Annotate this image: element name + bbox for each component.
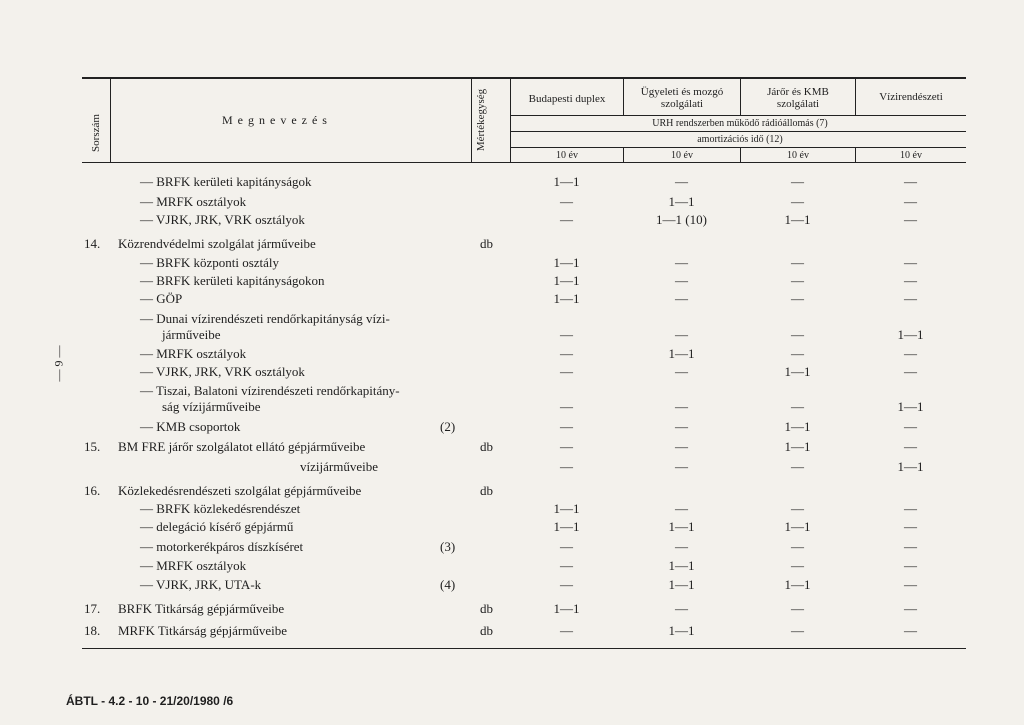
cell-v4: — — [904, 255, 917, 270]
header-subrule-1 — [510, 115, 966, 116]
header-ev-2: 10 év — [671, 150, 693, 161]
cell-v4: — — [904, 194, 917, 209]
row-name: — VJRK, JRK, VRK osztályok — [140, 364, 305, 379]
cell-v4: — — [904, 539, 917, 554]
cell-v4: 1—1 — [897, 327, 924, 342]
row-unit: db — [480, 601, 493, 616]
row-name: — BRFK kerületi kapitányságokon — [140, 273, 325, 288]
cell-v1: 1—1 — [553, 255, 580, 270]
cell-v1: — — [560, 419, 573, 434]
cell-v2: — — [675, 327, 688, 342]
row-name: BM FRE járőr szolgálatot ellátó gépjárműveibe — [118, 439, 366, 454]
header-divider-2 — [471, 78, 472, 163]
cell-v4: — — [904, 623, 917, 638]
row-name: ság vízijárműveibe — [162, 399, 261, 414]
cell-v2: — — [675, 459, 688, 474]
cell-v2: 1—1 — [668, 346, 695, 361]
cell-v3: — — [791, 174, 804, 189]
archive-reference: ÁBTL - 4.2 - 10 - 21/20/1980 /6 — [66, 694, 234, 708]
cell-v3: — — [791, 327, 804, 342]
header-urh: URH rendszerben működő rádióállomás (7) — [652, 118, 828, 129]
row-name: — BRFK közlekedésrendészet — [140, 501, 301, 516]
header-ev-1: 10 év — [556, 150, 578, 161]
row-number: 15. — [84, 439, 101, 454]
cell-v1: 1—1 — [553, 273, 580, 288]
row-name: — VJRK, JRK, VRK osztályok — [140, 212, 305, 227]
cell-v1: — — [560, 327, 573, 342]
row-name: vízijárműveibe — [300, 459, 378, 474]
row-name: — MRFK osztályok — [140, 346, 247, 361]
cell-v2: 1—1 — [668, 558, 695, 573]
row-unit: db — [480, 236, 493, 251]
header-mertekegyseg: Mértékegység — [475, 88, 487, 152]
cell-v2: — — [675, 291, 688, 306]
row-name: — Tiszai, Balatoni vízirendészeti rendőrkapitány- — [140, 383, 400, 398]
row-name: — VJRK, JRK, UTA-k — [140, 577, 262, 592]
row-name: BRFK Titkárság gépjárműveibe — [118, 601, 285, 616]
cell-v4: — — [904, 558, 917, 573]
header-jaror-line1: Járőr és KMB — [767, 86, 829, 98]
cell-v4: — — [904, 501, 917, 516]
cell-v1: — — [560, 558, 573, 573]
row-note: (2) — [440, 419, 456, 434]
row-number: 17. — [84, 601, 101, 616]
cell-v3: 1—1 — [784, 364, 811, 379]
cell-v2: — — [675, 364, 688, 379]
row-unit: db — [480, 439, 493, 454]
header-ugyeleti-line1: Ügyeleti és mozgó — [640, 86, 724, 98]
header-subrule-3 — [510, 147, 966, 148]
cell-v4: 1—1 — [897, 399, 924, 414]
cell-v1: 1—1 — [553, 601, 580, 616]
cell-v4: — — [904, 212, 917, 227]
side-page-number: — 9 — — [51, 345, 66, 382]
cell-v3: — — [791, 291, 804, 306]
row-name: Közlekedésrendészeti szolgálat gépjárműveibe — [118, 483, 362, 498]
cell-v3: 1—1 — [784, 577, 811, 592]
row-name: — BRFK kerületi kapitányságok — [140, 174, 312, 189]
header-amortizacios: amortizációs idő (12) — [697, 134, 783, 145]
cell-v4: — — [904, 439, 917, 454]
cell-v2: — — [675, 419, 688, 434]
cell-v4: 1—1 — [897, 459, 924, 474]
header-ugyeleti-line2: szolgálati — [660, 98, 704, 110]
bottom-rule — [82, 648, 966, 649]
row-number: 14. — [84, 236, 101, 251]
cell-v2: — — [675, 399, 688, 414]
cell-v3: 1—1 — [784, 212, 811, 227]
row-name: — BRFK központi osztály — [140, 255, 280, 270]
cell-v1: 1—1 — [553, 174, 580, 189]
cell-v4: — — [904, 364, 917, 379]
cell-v4: — — [904, 601, 917, 616]
cell-v2: 1—1 — [668, 519, 695, 534]
cell-v3: — — [791, 623, 804, 638]
cell-v2: 1—1 (10) — [656, 212, 707, 227]
header-sorszam: Sorszám — [90, 114, 102, 152]
header-jaror-line2: szolgálati — [776, 98, 820, 110]
cell-v2: — — [675, 439, 688, 454]
cell-v3: — — [791, 558, 804, 573]
row-note: (3) — [440, 539, 456, 554]
cell-v2: — — [675, 174, 688, 189]
cell-v2: — — [675, 255, 688, 270]
header-divider-1 — [110, 78, 111, 163]
row-number: 18. — [84, 623, 101, 638]
cell-v4: — — [904, 419, 917, 434]
row-name: — Dunai vízirendészeti rendőrkapitányság vízi- — [140, 311, 390, 326]
cell-v3: — — [791, 255, 804, 270]
cell-v2: — — [675, 501, 688, 516]
cell-v1: — — [560, 459, 573, 474]
top-rule — [82, 77, 966, 79]
cell-v2: — — [675, 601, 688, 616]
row-name: — GÖP — [140, 291, 183, 306]
cell-v3: — — [791, 539, 804, 554]
cell-v4: — — [904, 346, 917, 361]
cell-v3: 1—1 — [784, 419, 811, 434]
row-name: — KMB csoportok — [140, 419, 241, 434]
row-name: — delegáció kísérő gépjármű — [140, 519, 294, 534]
header-vizirendeszeti: Vízirendészeti — [879, 91, 943, 103]
row-note: (4) — [440, 577, 456, 592]
cell-v2: 1—1 — [668, 577, 695, 592]
cell-v3: 1—1 — [784, 519, 811, 534]
cell-v2: — — [675, 539, 688, 554]
cell-v1: — — [560, 212, 573, 227]
cell-v1: — — [560, 623, 573, 638]
header-budapesti-duplex: Budapesti duplex — [528, 93, 606, 105]
cell-v3: — — [791, 346, 804, 361]
header-subrule-2 — [510, 131, 966, 132]
cell-v4: — — [904, 273, 917, 288]
cell-v3: 1—1 — [784, 439, 811, 454]
cell-v1: — — [560, 364, 573, 379]
cell-v3: — — [791, 194, 804, 209]
row-name: járműveibe — [162, 327, 221, 342]
header-megnevezes: M e g n e v e z é s — [222, 113, 328, 127]
header-ev-3: 10 év — [787, 150, 809, 161]
cell-v1: 1—1 — [553, 501, 580, 516]
cell-v4: — — [904, 577, 917, 592]
cell-v3: — — [791, 399, 804, 414]
cell-v3: — — [791, 601, 804, 616]
cell-v1: 1—1 — [553, 519, 580, 534]
row-unit: db — [480, 623, 493, 638]
row-name: — motorkerékpáros díszkíséret — [140, 539, 304, 554]
cell-v2: 1—1 — [668, 623, 695, 638]
row-name: Közrendvédelmi szolgálat járműveibe — [118, 236, 316, 251]
row-name: — MRFK osztályok — [140, 558, 247, 573]
header-bottom-rule — [82, 162, 966, 163]
cell-v3: — — [791, 459, 804, 474]
cell-v1: 1—1 — [553, 291, 580, 306]
row-name: — MRFK osztályok — [140, 194, 247, 209]
row-unit: db — [480, 483, 493, 498]
cell-v1: — — [560, 346, 573, 361]
cell-v4: — — [904, 519, 917, 534]
cell-v4: — — [904, 174, 917, 189]
row-number: 16. — [84, 483, 101, 498]
cell-v2: 1—1 — [668, 194, 695, 209]
cell-v1: — — [560, 539, 573, 554]
cell-v1: — — [560, 439, 573, 454]
cell-v2: — — [675, 273, 688, 288]
cell-v1: — — [560, 399, 573, 414]
header-ev-4: 10 év — [900, 150, 922, 161]
cell-v3: — — [791, 501, 804, 516]
cell-v1: — — [560, 577, 573, 592]
row-name: MRFK Titkárság gépjárműveibe — [118, 623, 287, 638]
cell-v4: — — [904, 291, 917, 306]
cell-v3: — — [791, 273, 804, 288]
cell-v1: — — [560, 194, 573, 209]
